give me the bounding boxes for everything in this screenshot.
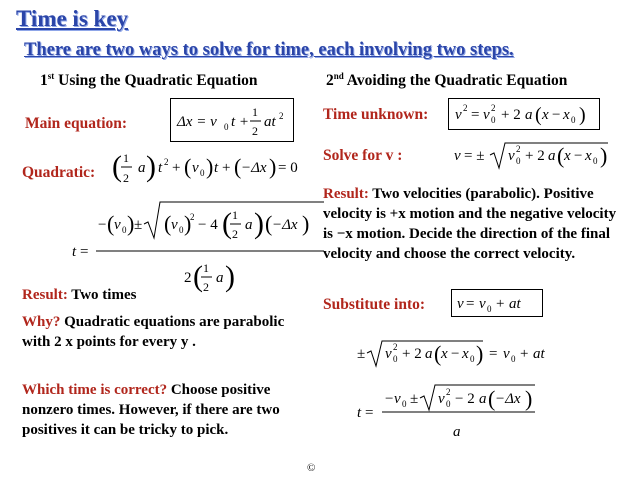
svg-text:0: 0: [470, 354, 475, 364]
svg-text:): ): [269, 154, 277, 179]
svg-text:(: (: [488, 386, 496, 411]
svg-text:0: 0: [487, 304, 492, 314]
svg-text:+: +: [496, 296, 505, 312]
svg-text:at: at: [264, 114, 276, 130]
svg-text:±: ±: [357, 346, 366, 362]
svg-text:Δx = v: Δx = v: [177, 114, 217, 130]
svg-text:2: 2: [279, 111, 284, 121]
svg-text:v: v: [114, 217, 121, 233]
svg-text:=: =: [365, 405, 374, 421]
time-unknown-equation: [449, 99, 599, 129]
right-result: Result: Two velocities (parabolic). Positive velocity is +x motion and the negative velocity is −x motion. Decide the direction of the final velocity and choose the correct velocity.: [323, 186, 617, 262]
velocity-equation-box: [451, 289, 543, 317]
svg-text:v: v: [457, 296, 464, 312]
svg-text:at: at: [533, 346, 545, 362]
substitute-into-label: Substitute into:: [323, 296, 426, 313]
svg-text:0: 0: [393, 354, 398, 364]
svg-text:= 0: = 0: [278, 160, 298, 176]
svg-text:x: x: [563, 107, 570, 123]
svg-text:a: a: [138, 160, 146, 176]
svg-text:): ): [206, 154, 214, 179]
svg-text:x: x: [585, 148, 592, 164]
svg-text:+ 2: + 2: [402, 346, 422, 362]
svg-text:+ 2: + 2: [525, 148, 545, 164]
svg-text:(: (: [184, 154, 192, 179]
left-result: Result: Two times: [22, 287, 137, 303]
svg-text:a: a: [216, 270, 224, 286]
svg-text:(: (: [107, 211, 115, 236]
svg-text:t: t: [357, 405, 362, 421]
svg-text:a: a: [548, 148, 556, 164]
svg-text:v: v: [479, 296, 486, 312]
svg-text:2: 2: [491, 103, 496, 113]
svg-text:2: 2: [252, 124, 258, 138]
svg-text:0: 0: [571, 115, 576, 125]
svg-text:=: =: [466, 296, 475, 312]
quadratic-equation: [112, 146, 302, 190]
svg-text:v: v: [438, 391, 445, 407]
svg-text:2: 2: [184, 270, 192, 286]
copyright-symbol: ©: [307, 462, 316, 474]
svg-text:2: 2: [203, 280, 209, 294]
time-unknown-equation-box: [448, 98, 600, 130]
svg-text:2: 2: [463, 103, 468, 113]
svg-text:(: (: [434, 341, 442, 366]
svg-text:−: −: [552, 107, 561, 123]
svg-text:2: 2: [190, 212, 195, 222]
svg-text:t: t: [214, 160, 219, 176]
solve-for-equation: [450, 138, 620, 172]
svg-text:): ): [127, 211, 135, 236]
svg-text:v: v: [508, 148, 515, 164]
svg-text:−: −: [574, 148, 583, 164]
svg-text:): ): [146, 150, 156, 183]
svg-text:− 4: − 4: [198, 217, 218, 233]
svg-text:at: at: [509, 296, 521, 312]
svg-text:): ): [302, 211, 310, 236]
svg-text:+: +: [172, 160, 181, 176]
svg-text:v: v: [171, 217, 178, 233]
main-equation: [171, 99, 293, 141]
svg-text:): ): [579, 104, 586, 126]
svg-text:a: a: [453, 424, 461, 440]
svg-text:(: (: [164, 211, 172, 236]
svg-text:1: 1: [203, 261, 209, 275]
svg-text:2: 2: [232, 227, 238, 241]
svg-text:v: v: [454, 148, 461, 164]
svg-text:+: +: [222, 160, 231, 176]
svg-text:t: t: [158, 160, 163, 176]
main-equation-box: [170, 98, 294, 142]
svg-text:0: 0: [200, 168, 205, 178]
svg-text:1: 1: [252, 105, 258, 119]
svg-text:0: 0: [122, 225, 127, 235]
svg-text:0: 0: [224, 122, 229, 132]
svg-text:0: 0: [402, 399, 407, 409]
svg-text:(: (: [234, 154, 242, 179]
svg-text:v: v: [483, 107, 490, 123]
page-title: Time is key: [16, 6, 129, 31]
svg-text:1: 1: [232, 208, 238, 222]
svg-text:v: v: [394, 391, 401, 407]
left-column-heading: 1st Using the Quadratic Equation: [40, 71, 258, 90]
svg-text:−Δx: −Δx: [272, 217, 298, 233]
page-subtitle: There are two ways to solve for time, each involving two steps.: [24, 40, 514, 60]
svg-text:0: 0: [516, 156, 521, 166]
time-final-formula: [355, 381, 555, 441]
svg-text:2: 2: [123, 171, 129, 185]
svg-text:0: 0: [511, 354, 516, 364]
time-quadratic-formula: [72, 196, 342, 294]
svg-text:t +: t +: [231, 114, 250, 130]
svg-text:2: 2: [446, 387, 451, 397]
svg-text:2: 2: [164, 157, 169, 167]
svg-text:±: ±: [410, 391, 419, 407]
left-which-time: Which time is correct? Choose positive nonzero times. However, if there are two positives it can be tricky to pick.: [22, 382, 280, 438]
solve-for-label: Solve for v :: [323, 147, 403, 164]
svg-text:−Δx: −Δx: [241, 160, 267, 176]
svg-text:a: a: [479, 391, 487, 407]
svg-text:): ): [600, 143, 608, 168]
svg-text:1: 1: [123, 151, 129, 165]
svg-text:v: v: [385, 346, 392, 362]
svg-text:=: =: [471, 107, 480, 123]
svg-text:0: 0: [179, 225, 184, 235]
svg-text:−: −: [385, 391, 394, 407]
svg-text:= ±: = ±: [464, 148, 485, 164]
svg-text:+: +: [520, 346, 529, 362]
svg-text:x: x: [462, 346, 469, 362]
left-why: Why? Quadratic equations are parabolic with 2 x points for every y .: [22, 314, 285, 350]
svg-text:2: 2: [516, 144, 521, 154]
svg-text:a: a: [425, 346, 433, 362]
svg-text:−: −: [98, 217, 107, 233]
svg-text:v: v: [192, 160, 199, 176]
svg-text:x: x: [441, 346, 448, 362]
svg-text:(: (: [193, 260, 203, 293]
svg-text:=: =: [489, 346, 498, 362]
svg-text:v: v: [503, 346, 510, 362]
svg-text:(: (: [557, 143, 565, 168]
svg-text:t: t: [72, 244, 77, 260]
svg-text:−: −: [451, 346, 460, 362]
velocity-equation: [452, 290, 542, 316]
svg-text:=: =: [80, 244, 89, 260]
substituted-equation: [355, 336, 585, 370]
svg-text:0: 0: [593, 156, 598, 166]
svg-text:): ): [225, 260, 235, 293]
svg-text:x: x: [542, 107, 549, 123]
svg-text:(: (: [112, 150, 122, 183]
svg-text:(: (: [222, 207, 232, 240]
svg-text:−Δx: −Δx: [495, 391, 521, 407]
svg-text:x: x: [564, 148, 571, 164]
right-column-heading: 2nd Avoiding the Quadratic Equation: [326, 71, 568, 90]
svg-text:v: v: [455, 107, 462, 123]
svg-text:a: a: [245, 217, 253, 233]
main-equation-label: Main equation:: [25, 115, 128, 132]
svg-text:): ): [476, 341, 484, 366]
svg-text:0: 0: [446, 399, 451, 409]
svg-text:): ): [184, 211, 192, 236]
svg-text:2: 2: [393, 342, 398, 352]
svg-text:+ 2: + 2: [501, 107, 521, 123]
quadratic-label: Quadratic:: [22, 164, 96, 181]
svg-text:(: (: [265, 211, 273, 236]
svg-text:): ): [525, 386, 533, 411]
svg-text:±: ±: [134, 217, 143, 233]
svg-text:): ): [254, 207, 264, 240]
svg-text:(: (: [535, 104, 542, 126]
time-unknown-label: Time unknown:: [323, 106, 429, 123]
svg-text:a: a: [525, 107, 533, 123]
svg-text:0: 0: [491, 115, 496, 125]
svg-text:− 2: − 2: [455, 391, 475, 407]
